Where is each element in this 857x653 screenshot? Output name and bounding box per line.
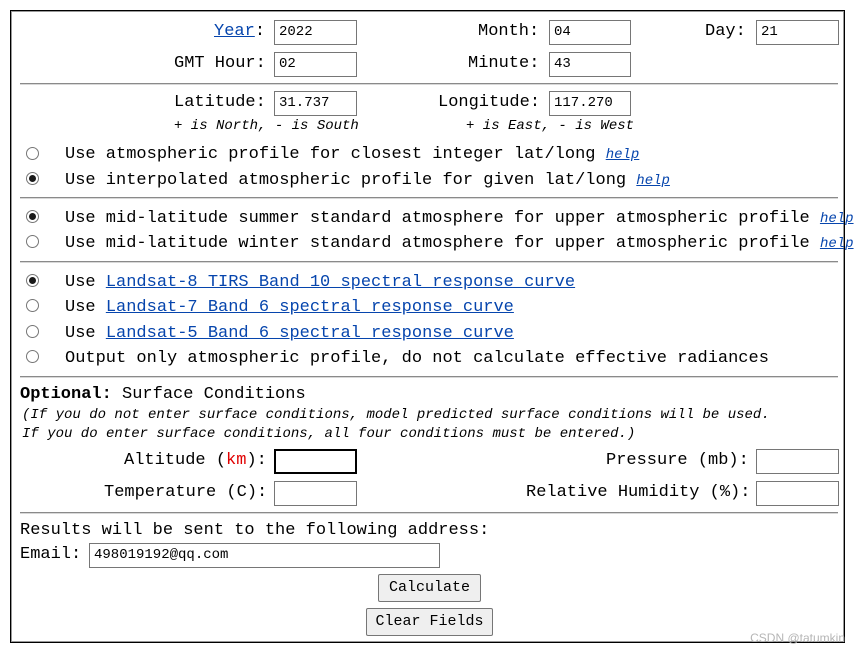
surface-heading: Optional: Surface Conditions [20,385,306,404]
watermark: CSDN @tatumkin [750,631,845,645]
radio-landsat5[interactable] [26,325,39,338]
divider [20,83,838,85]
longitude-input[interactable]: 117.270 [549,91,631,116]
surface-note-1: (If you do not enter surface conditions, model predicted surface conditions will be used. [22,407,770,423]
radio-winter-atmosphere[interactable] [26,235,39,248]
year-input[interactable]: 2022 [274,20,357,45]
radio-summer-atmosphere[interactable] [26,210,39,223]
help-link[interactable]: help [636,173,670,189]
landsat7-curve-link[interactable]: Landsat-7 Band 6 spectral response curve [105,298,514,317]
option-interpolated-profile: Use interpolated atmospheric profile for given lat/long help [65,171,670,190]
calculate-button[interactable]: Calculate [378,574,481,602]
optional-label: Optional: [20,385,112,404]
pressure-input[interactable] [756,449,839,474]
altitude-unit: km [226,451,247,470]
minute-label: Minute: [468,54,540,73]
temperature-input[interactable] [274,481,357,506]
hour-input[interactable]: 02 [274,52,357,77]
help-link[interactable]: help [819,211,854,227]
altitude-label: Altitude (km): [124,451,267,470]
day-label: Day: [705,22,746,41]
minute-input[interactable]: 43 [549,52,631,77]
hour-label: GMT Hour: [174,54,266,73]
results-text: Results will be sent to the following address: [20,521,490,540]
help-link[interactable]: help [605,147,640,163]
radio-landsat8[interactable] [26,274,39,287]
option-landsat8: Use Landsat-8 TIRS Band 10 spectral response curve [65,273,576,292]
clear-fields-button[interactable]: Clear Fields [366,608,493,636]
day-input[interactable]: 21 [756,20,839,45]
email-label: Email: [20,545,82,564]
divider [20,261,838,263]
landsat8-curve-link[interactable]: Landsat-8 TIRS Band 10 spectral response curve [105,273,576,292]
radio-profile-only[interactable] [26,350,39,363]
surface-note-2: If you do enter surface conditions, all four conditions must be entered.) [22,426,636,442]
latitude-label: Latitude: [174,93,266,112]
radio-landsat7[interactable] [26,299,39,312]
divider [20,512,838,514]
latitude-note: + is North, - is South [174,118,359,134]
altitude-input[interactable] [274,449,357,474]
year-label[interactable]: Year: [214,22,266,41]
divider [20,376,838,378]
latitude-input[interactable]: 31.737 [274,91,357,116]
option-closest-profile: Use atmospheric profile for closest integer lat/long help [65,145,640,164]
year-link[interactable]: Year [214,22,255,41]
landsat5-curve-link[interactable]: Landsat-5 Band 6 spectral response curve [105,324,514,343]
longitude-note: + is East, - is West [466,118,635,134]
radio-interpolated-profile[interactable] [26,172,39,185]
humidity-input[interactable] [756,481,839,506]
email-input[interactable]: 498019192@qq.com [89,543,440,568]
option-winter-atmosphere: Use mid-latitude winter standard atmosphere for upper atmospheric profile help [65,234,854,253]
longitude-label: Longitude: [438,93,541,112]
humidity-label: Relative Humidity (%): [526,483,751,502]
month-label: Month: [478,22,540,41]
temperature-label: Temperature (C): [104,483,268,502]
option-summer-atmosphere: Use mid-latitude summer standard atmosphere for upper atmospheric profile help [65,209,854,228]
option-profile-only: Output only atmospheric profile, do not calculate effective radiances [65,349,769,368]
option-landsat5: Use Landsat-5 Band 6 spectral response curve [65,324,514,343]
help-link[interactable]: help [819,236,854,252]
pressure-label: Pressure (mb): [606,451,749,470]
option-landsat7: Use Landsat-7 Band 6 spectral response curve [65,298,514,317]
month-input[interactable]: 04 [549,20,631,45]
radio-closest-profile[interactable] [26,147,39,160]
divider [20,197,838,199]
